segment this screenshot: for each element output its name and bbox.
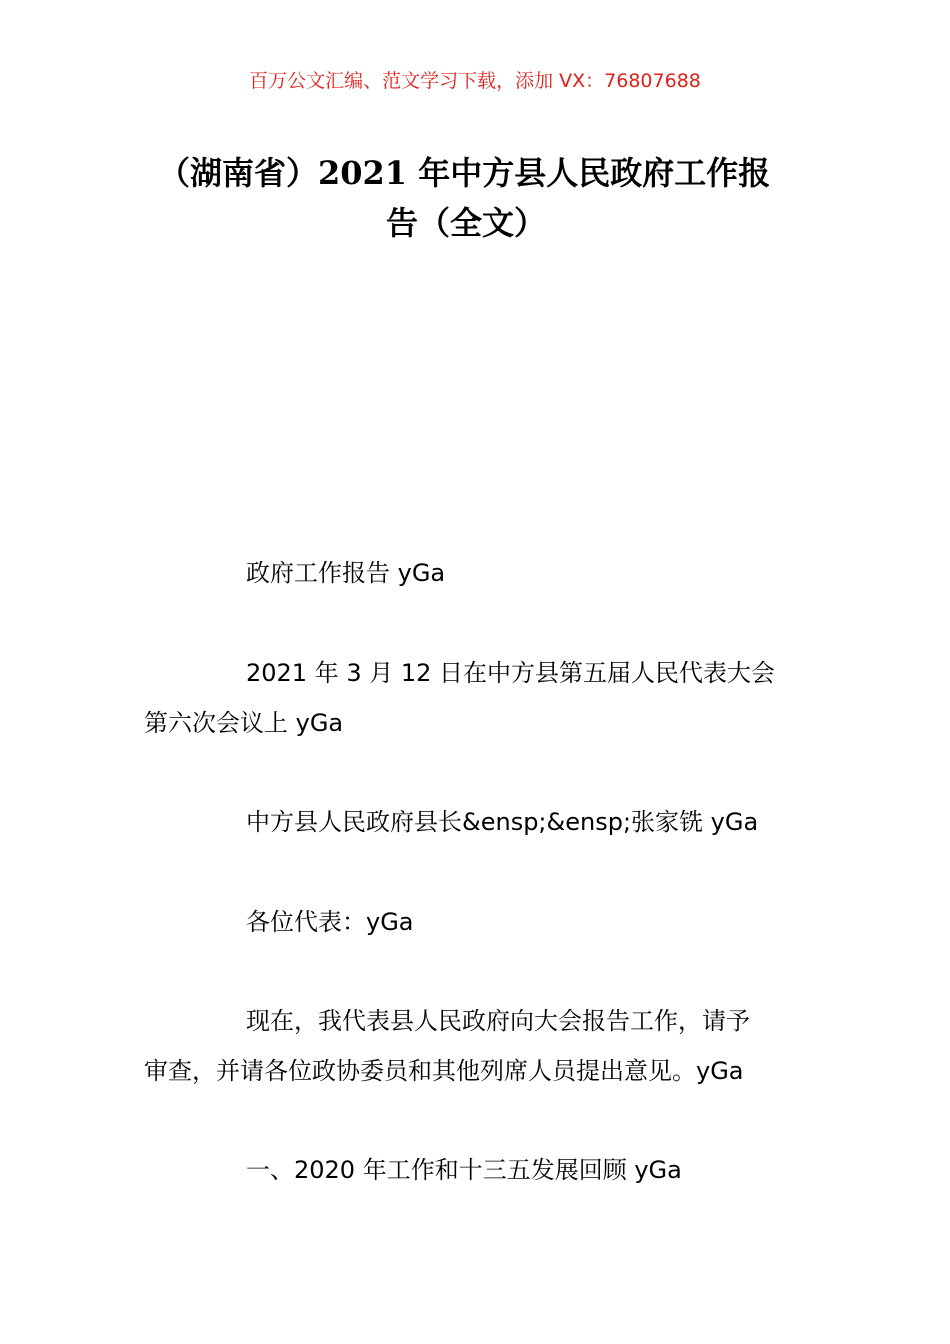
speaker-paragraph: 中方县人民政府县长&ensp;&ensp;张家铣 yGa: [246, 808, 759, 836]
opening-line-1: 现在，我代表县人民政府向大会报告工作，请予: [246, 1007, 750, 1035]
meeting-info-line-1: 2021 年 3 月 12 日在中方县第五届人民代表大会: [246, 659, 776, 687]
opening-paragraph: [144, 996, 814, 1096]
header-promo-note: 百万公文汇编、范文学习下载，添加 VX：76807688: [249, 70, 701, 92]
document-title: [140, 148, 820, 248]
document-title-line-2: 告（全文）: [386, 204, 547, 242]
meeting-info-line-2: 第六次会议上 yGa: [144, 709, 344, 737]
meeting-info-paragraph: [144, 648, 814, 748]
report-heading-paragraph: 政府工作报告 yGa: [246, 559, 446, 587]
salutation-paragraph: 各位代表：yGa: [246, 908, 414, 936]
section-one-heading: 一、2020 年工作和十三五发展回顾 yGa: [246, 1156, 682, 1184]
document-title-line-1: （湖南省）2021 年中方县人民政府工作报: [158, 154, 771, 192]
opening-line-2: 审查，并请各位政协委员和其他列席人员提出意见。yGa: [144, 1057, 744, 1085]
